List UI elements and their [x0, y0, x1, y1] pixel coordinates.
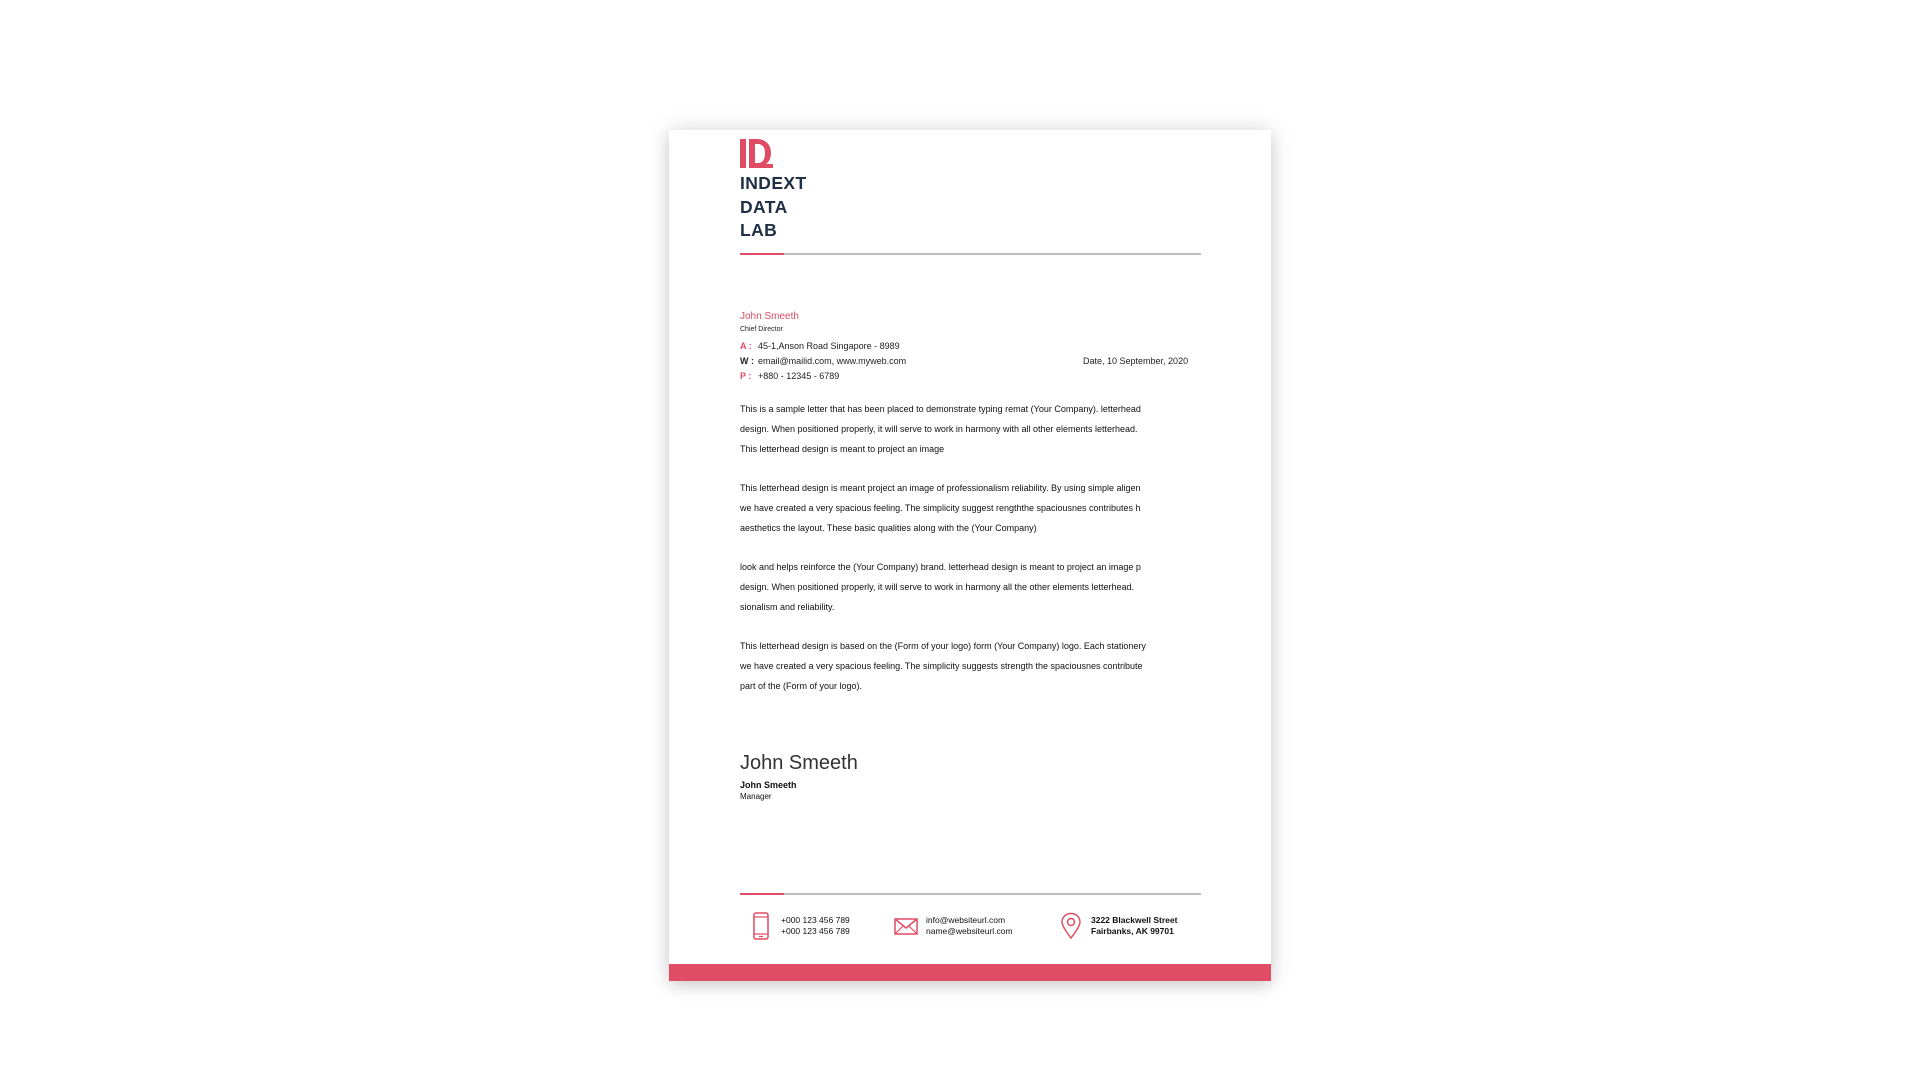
paragraph-line: we have created a very spacious feeling. The simplicity suggest rengththe spaciousnes contributes h: [740, 503, 1141, 513]
company-name-line: LAB: [740, 220, 778, 240]
signature-role: Manager: [740, 792, 772, 801]
web-value: email@mailid.com, www.myweb.com: [758, 356, 907, 366]
paragraph-line: design. When positioned properly, it will serve to work in harmony all the other elements letterhead.: [740, 582, 1135, 592]
signature-name: John Smeeth: [740, 780, 797, 790]
footer-divider: [740, 893, 1201, 895]
paragraph: [740, 557, 1160, 617]
header-divider: [740, 253, 1201, 255]
sender-phone: [740, 371, 839, 381]
paragraph-line: This letterhead design is based on the (Form of your logo) form (Your Company) logo. Each stationery: [740, 641, 1146, 651]
footer-divider-accent: [740, 893, 784, 895]
header-divider-accent: [740, 253, 784, 255]
signature-script: John Smeeth: [740, 752, 858, 774]
paragraph-line: aesthetics the layout. These basic qualities along with the (Your Company): [740, 523, 1037, 533]
footer-phone-text: [781, 915, 850, 937]
paragraph: [740, 478, 1160, 538]
paragraph-line: look and helps reinforce the (Your Company) brand. letterhead design is meant to project an image p: [740, 562, 1141, 572]
footer-email-2[interactable]: name@websiteurl.com: [926, 926, 1013, 936]
phone-icon: [749, 912, 773, 940]
footer-accent-bar: [669, 964, 1271, 981]
paragraph-line: This letterhead design is meant project an image of professionalism reliability. By using simple aligen: [740, 483, 1141, 493]
sender-web: [740, 356, 906, 366]
footer-phone: [749, 912, 850, 940]
paragraph-line: This letterhead design is meant to project an image: [740, 444, 945, 454]
footer-phone-2: +000 123 456 789: [781, 926, 850, 936]
footer-email-1[interactable]: info@websiteurl.com: [926, 915, 1006, 925]
phone-value: +880 - 12345 - 6789: [758, 371, 840, 381]
paragraph-line: we have created a very spacious feeling. The simplicity suggests strength the spaciousnes contribute: [740, 661, 1143, 671]
company-name: [740, 172, 807, 243]
paragraph: [740, 636, 1160, 696]
location-pin-icon: [1059, 912, 1083, 940]
footer-phone-1: +000 123 456 789: [781, 915, 850, 925]
letter-date: Date, 10 September, 2020: [1083, 356, 1189, 366]
footer-email: [894, 912, 1013, 940]
sender-address: [740, 341, 900, 351]
company-name-line: DATA: [740, 196, 788, 217]
address-key: A :: [740, 341, 752, 351]
paragraph-line: sionalism and reliability.: [740, 602, 835, 612]
footer-address-1: 3222 Blackwell Street: [1091, 915, 1178, 925]
footer-address-text: [1091, 915, 1177, 937]
paragraph-line: This is a sample letter that has been placed to demonstrate typing remat (Your Company). letterhead: [740, 404, 1141, 414]
paragraph: [740, 399, 1160, 459]
paragraph-line: design. When positioned properly, it will serve to work in harmony with all other elements letterhead.: [740, 424, 1138, 434]
company-name-line: INDEXT: [740, 173, 807, 193]
footer-address-2: Fairbanks, AK 99701: [1091, 926, 1174, 936]
letterhead-page: [669, 130, 1271, 981]
sender-title: Chief Director: [740, 326, 783, 333]
address-value: 45-1,Anson Road Singapore - 8989: [758, 341, 900, 351]
phone-key: P :: [740, 371, 752, 381]
mail-icon: [894, 912, 918, 940]
paragraph-line: part of the (Form of your logo).: [740, 681, 863, 691]
sender-name: John Smeeth: [740, 311, 799, 322]
id-monogram-icon: [740, 139, 774, 168]
letter-body: [740, 399, 1160, 715]
footer-address: [1059, 912, 1177, 940]
web-key: W :: [740, 356, 754, 366]
footer-email-text: [926, 915, 1013, 937]
